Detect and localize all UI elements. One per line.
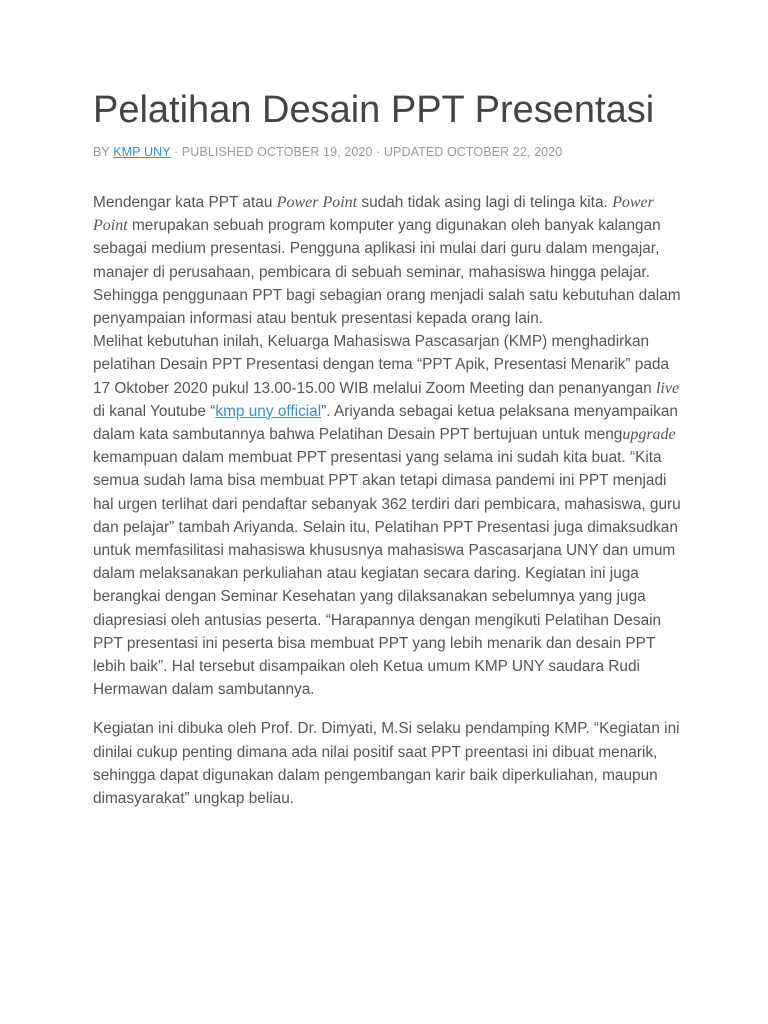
paragraph-text: Kegiatan ini dibuka oleh Prof. Dr. Dimyati, M.Si selaku pendamping KMP. “Kegiatan ini dinilai cukup penting dimana ada nilai positif saat PPT preentasi ini dibuat menarik, sehingga dapat digunakan dalam pengembangan karir baik diperkuliahan, maupun dimasyarakat” ungkap beliau. [93,720,680,808]
meta-by-label: BY [93,145,110,159]
emphasis-text: Power Point [93,194,654,235]
emphasis-text: Power Point [276,194,358,211]
emphasis-text: upgrade [622,426,676,444]
meta-dates: · PUBLISHED OCTOBER 19, 2020 · UPDATED OCTOBER 22, 2020 [174,145,563,159]
article-body [93,191,683,810]
paragraph-text: ”. Ariyanda sebagai ketua pelaksana menyampaikan dalam kata sambutannya bahwa Pelatihan Desain PPT bertujuan untuk meng [93,402,678,444]
emphasis-text: live [655,379,680,397]
paragraph-1 [93,191,683,330]
paragraph-text: sudah tidak asing lagi di telinga kita. [357,194,613,211]
paragraph-text: Melihat kebutuhan inilah, Keluarga Mahasiswa Pascasarjan (KMP) menghadirkan pelatihan Desain PPT Presentasi dengan tema “PPT Apik, Presentasi Menarik” pada 17 Oktober 2020 pukul 13.00-15.00 WIB melalui Zoom Meeting dan penanyangan [93,333,670,397]
post-meta [93,145,683,159]
page-title: Pelatihan Desain PPT Presentasi [93,89,655,131]
article [93,84,683,810]
paragraph-text: di kanal Youtube “ [93,402,216,420]
author-link[interactable]: KMP UNY [113,145,171,159]
paragraph-2 [93,330,683,701]
paragraph-text: merupakan sebuah program komputer yang digunakan oleh banyak kalangan sebagai medium presentasi. Pengguna aplikasi ini mulai dari guru dalam mengajar, manajer di perusahaan, pembicara di sebuah seminar, mahasiswa hingga pelajar. Sehingga penggunaan PPT bagi sebagian orang menjadi salah satu kebutuhan dalam penyampaian informasi atau bentuk presentasi kepada orang lain. [93,217,681,328]
paragraph-text: kemampuan dalam membuat PPT presentasi yang selama ini sudah kita buat. “Kita semua sudah lama bisa membuat PPT akan tetapi dimasa pandemi ini PPT menjadi hal urgen terlihat dari pendaftar sebanyak 362 terdiri dari pembicara, mahasiswa, guru dan pelajar” tambah Ariyanda. Selain itu, Pelatihan PPT Presentasi juga dimaksudkan untuk memfasilitasi mahasiswa khususnya mahasiswa Pascasarjana UNY dan umum dalam melaksanakan perkuliahan atau kegiatan secara daring. Kegiatan ini juga berangkai dengan Seminar Kesehatan yang dilaksanakan sebelumnya yang juga diapresiasi oleh antusias peserta. “Harapannya dengan mengikuti Pelatihan Desain PPT presentasi ini peserta bisa membuat PPT yang lebih menarik dan desain PPT lebih baik”. Hal tersebut disampaikan oleh Ketua umum KMP UNY saudara Rudi Hermawan dalam sambutannya. [93,449,681,699]
paragraph-3 [93,717,683,810]
youtube-channel-link[interactable]: kmp uny official [215,402,322,420]
paragraph-text: Mendengar kata PPT atau [93,194,277,211]
